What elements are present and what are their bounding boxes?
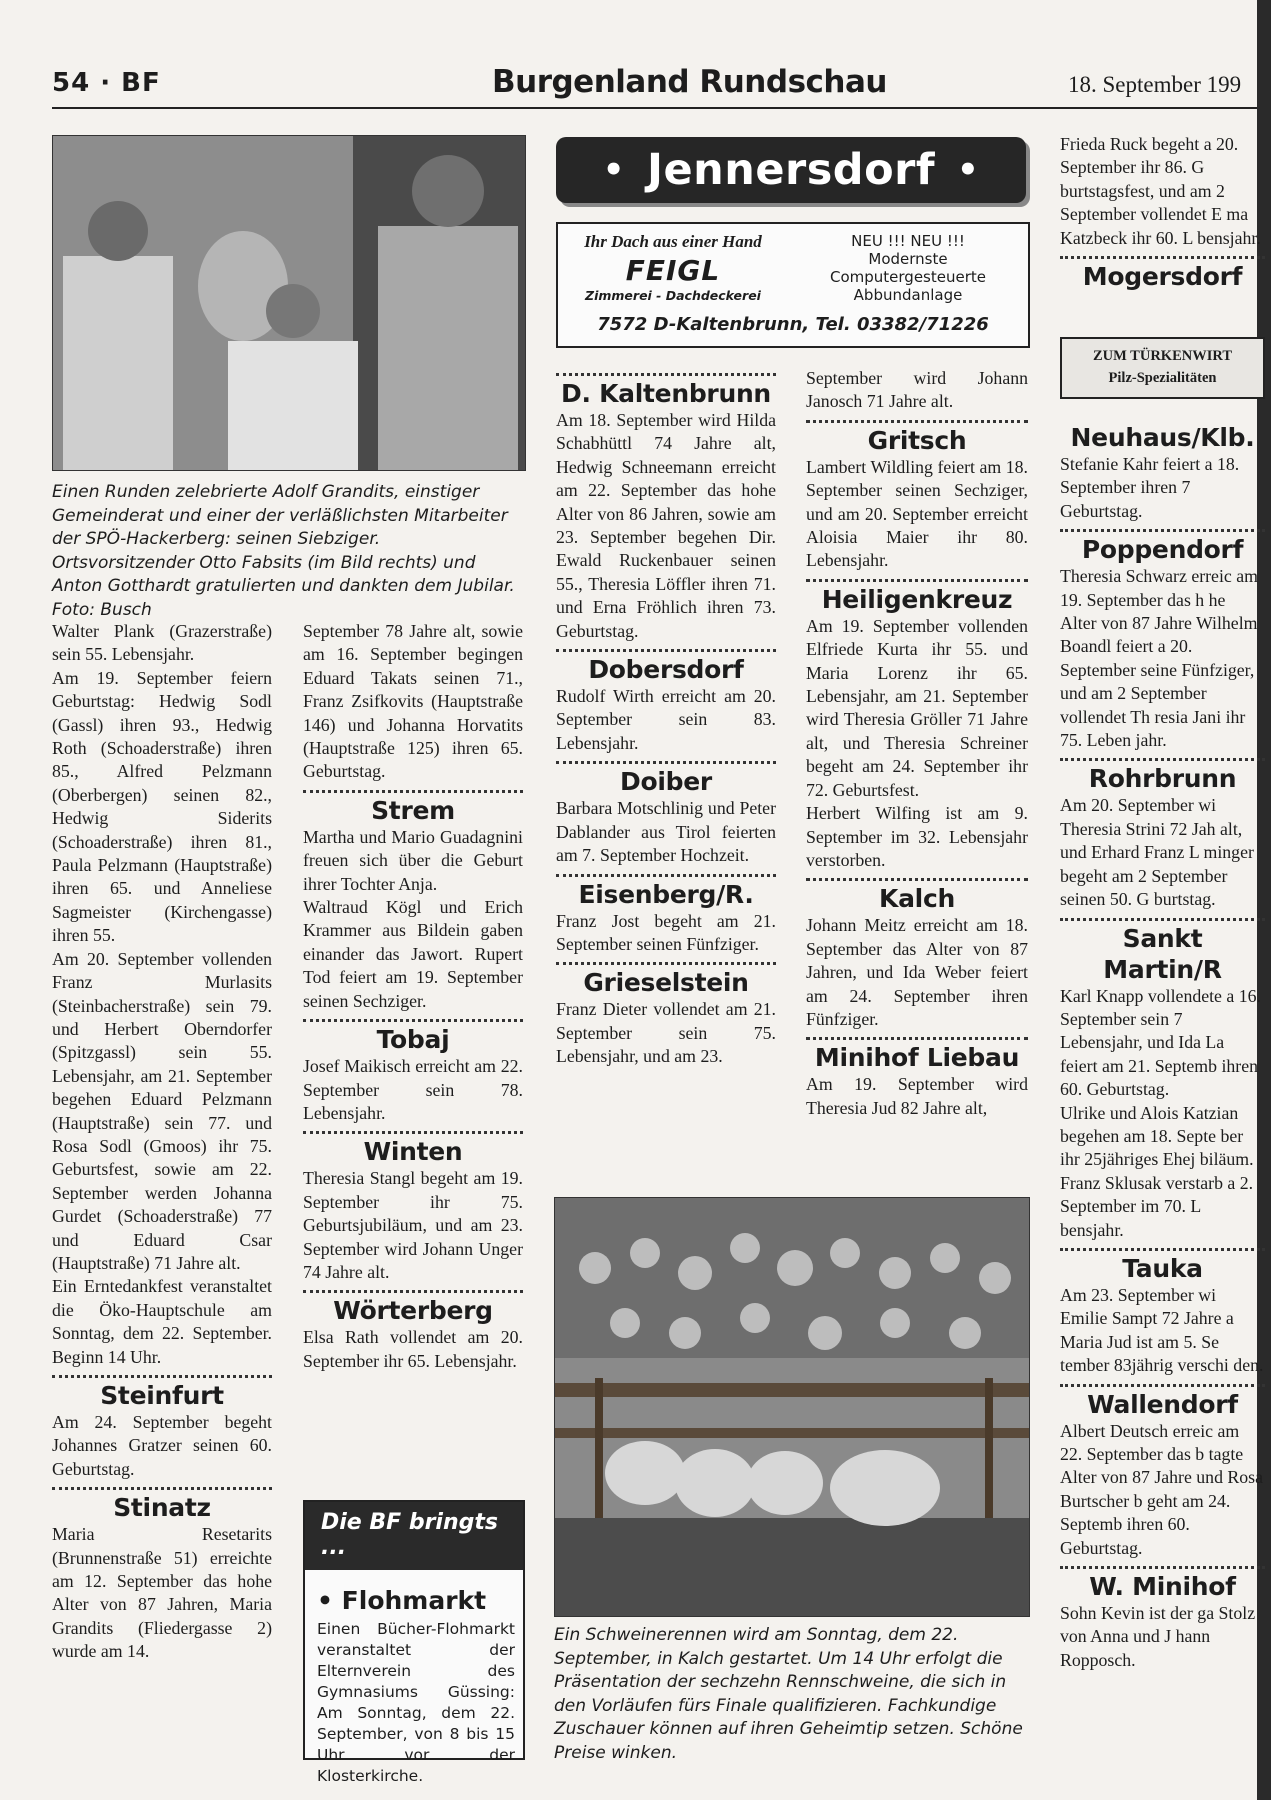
bf-bringts-box (303, 1500, 525, 1785)
ad-info-line: Modernste (868, 250, 948, 268)
photo-jubilee-image (53, 136, 525, 470)
article-paragraph: Am 24. September begeht Johannes Gratzer seinen 60. Geburtstag. (52, 1412, 272, 1479)
heading-heiligenkreuz: Heiligenkreuz (806, 579, 1028, 615)
heading-sankt-martin: Sankt Martin/R (1060, 918, 1265, 985)
heading-tobaj: Tobaj (303, 1019, 523, 1055)
article-paragraph: Herbert Wilfing ist am 9. September im 32. Lebensjahr verstorben. (806, 803, 1028, 870)
feigl-advertisement (556, 222, 1030, 348)
article-paragraph: Karl Knapp vollendete a 16. September sein 7 Lebensjahr, und Ida La feiert am 21. Septemb ihren 60. Geburtstag. (1060, 985, 1261, 1100)
article-paragraph: Walter Plank (Grazerstraße) sein 55. Lebensjahr. (52, 621, 272, 665)
banner-dot-right: • (957, 150, 980, 190)
ad-info-line: NEU !!! NEU !!! (851, 232, 965, 250)
bf-box-text: Einen Bücher-Flohmarkt veranstaltet der Elternverein des Gymnasiums Güssing: Am Sonntag, dem 22. September, von 8 bis 15 Uhr vor der Klosterkirche. (317, 1620, 515, 1785)
article-paragraph: Lambert Wildling feiert am 18. September seinen Sechziger, und am 20. September erreicht Aloisia Maier ihr 80. Lebensjahr. (806, 456, 1028, 571)
heading-tauka: Tauka (1060, 1248, 1265, 1284)
heading-neuhaus: Neuhaus/Klb. (1070, 423, 1255, 452)
heading-worterberg: Wörterberg (303, 1290, 523, 1326)
article-paragraph: Rudolf Wirth erreicht am 20. September sein 83. Lebensjahr. (556, 686, 776, 753)
ad-info-line: Computergesteuerte (830, 268, 986, 286)
heading-stinatz: Stinatz (52, 1487, 272, 1523)
heading-grieselstein: Grieselstein (556, 962, 776, 998)
bf-box-title: • Flohmarkt (317, 1586, 487, 1615)
column-3 (556, 367, 776, 1187)
tuerkenwirt-ad-name: ZUM TÜRKENWIRT (1092, 348, 1232, 364)
article-paragraph: Barbara Motschlinig und Peter Dablander aus Tirol feierten am 7. September Hochzeit. (556, 798, 776, 866)
tuerkenwirt-ad-tagline: Pilz-Spezialitäten (1108, 370, 1217, 386)
column-4 (806, 367, 1028, 1187)
article-paragraph: Am 20. September wi Theresia Strini 72 Jah alt, und Erhard Franz L minger begeht am 2 September seinen 50. G burtstag. (1060, 795, 1254, 910)
article-paragraph: Josef Maikisch erreicht am 22. September sein 78. Lebensjahr. (303, 1056, 523, 1123)
tuerkenwirt-advertisement (1060, 337, 1265, 399)
heading-poppendorf: Poppendorf (1060, 529, 1265, 565)
heading-wallendorf: Wallendorf (1060, 1384, 1265, 1420)
header-rule (52, 107, 1257, 109)
article-paragraph: Am 19. September feiern Geburtstag: Hedwig Sodl (Gassl) ihren 93., Hedwig Roth (Schoaderstraße) ihren 85., Alfred Pelzmann (Oberbergen) seinen 82., Hedwig Siderits (Schoaderstraße) ihren 81., Paula Pelzmann (Hauptstraße) ihren 65. und Anneliese Sagmeister (Kirchengasse) ihren 55. (52, 667, 272, 946)
section-banner (556, 137, 1026, 203)
heading-strem: Strem (303, 790, 523, 826)
heading-rohrbrunn: Rohrbrunn (1060, 758, 1265, 794)
heading-kaltenbrunn: D. Kaltenbrunn (556, 373, 776, 409)
article-paragraph: Theresia Stangl begeht am 19. September ihr 75. Geburtsjubiläum, und am 23. September wird Johann Unger 74 Jahre alt. (303, 1168, 523, 1282)
photo-jubilee (52, 135, 526, 471)
article-paragraph: Am 19. September wird Theresia Jud 82 Jahre alt, (806, 1074, 1028, 1118)
article-paragraph: Ulrike und Alois Katzian begehen am 18. Septe ber ihr 25jähriges Ehej biläum. (1060, 1102, 1254, 1170)
heading-dobersdorf: Dobersdorf (556, 649, 776, 685)
article-paragraph: Am 23. September wi Emilie Sampt 72 Jahre a Maria Jud ist am 5. Se tember 83jährig verschi den. (1060, 1284, 1264, 1376)
photo-pig-race-image (555, 1198, 1029, 1616)
article-paragraph: Am 19. September vollenden Elfriede Kurta ihr 55. und Maria Lorenz ihr 65. Lebensjahr, am 21. September wird Theresia Gröller 71 Jahre alt, und Theresia Schreiner begeht am 24. September ihr 72. Geburtsfest. (806, 615, 1028, 800)
article-paragraph: Sohn Kevin ist der ga Stolz von Anna und J hann Ropposch. (1060, 1603, 1256, 1670)
article-paragraph: Franz Sklusak verstarb a 2. September im 70. L bensjahr. (1060, 1172, 1254, 1240)
heading-doiber: Doiber (556, 761, 776, 797)
heading-winten: Winten (303, 1131, 523, 1167)
article-paragraph: September 78 Jahre alt, sowie am 16. September begingen Eduard Takats seinen 71., Franz Zsifkovits (Hauptstraße 146) und Johanna Horvatits (Hauptstraße 125) ihren 65. Geburtstag. (303, 621, 523, 782)
article-paragraph: Ein Erntedankfest veranstaltet die Öko-Hauptschule am Sonntag, dem 22. September. Beginn 14 Uhr. (52, 1276, 272, 1367)
banner-dot-left: • (602, 150, 625, 190)
article-paragraph: Frieda Ruck begeht a 20. September ihr 86. G burtstagsfest, und am 2 September vollendet E ma Katzbeck ihr 60. L bensjahr. (1060, 134, 1261, 248)
ad-subtitle: Zimmerei - Dachdeckerei (585, 288, 761, 303)
article-paragraph: September wird Johann Janosch 71 Jahre alt. (806, 368, 1028, 412)
column-2 (303, 620, 523, 1490)
heading-minihof-liebau: Minihof Liebau (806, 1037, 1028, 1073)
heading-kalch: Kalch (806, 878, 1028, 914)
column-5-continued (1060, 418, 1265, 1778)
ad-slogan: Ihr Dach aus einer Hand (584, 232, 762, 251)
article-paragraph: Albert Deutsch erreic am 22. September das b tagte Alter von 87 Jahre und Rosa Burtscher b geht am 24. Septemb ihren 60. Geburtstag. (1060, 1420, 1263, 1558)
bf-box-header: Die BF bringts ... (305, 1502, 523, 1570)
page-label: 54 · BF (52, 68, 161, 98)
ad-brand: FEIGL (625, 254, 721, 287)
article-paragraph: Theresia Schwarz erreic am 19. September das h he Alter von 87 Jahre Wilhelm Boandl feiert a 20. September seine Fünfziger, und am 2 September vollendet Th resia Jani ihr 75. Leben jahr. (1060, 566, 1258, 751)
banner-title: Jennersdorf (646, 145, 936, 195)
heading-mogersdorf: Mogersdorf (1060, 256, 1265, 292)
issue-date: 18. September 199 (1068, 72, 1242, 97)
article-paragraph: Johann Meitz erreicht am 18. September das Alter von 87 Jahren, und Ida Weber feiert am 24. September ihren Fünfziger. (806, 915, 1028, 1029)
article-paragraph: Elsa Rath vollendet am 20. September ihr 65. Lebensjahr. (303, 1327, 523, 1371)
article-paragraph: Am 20. September vollenden Franz Murlasits (Steinbacherstraße) sein 79. und Herbert Oberndorfer (Spitzgassl) sein 55. Lebensjahr, am 21. September begehen Eduard Pelzmann (Hauptstraße) sein 77. und Rosa Sodl (Gmoos) ihr 75. Geburtsfest, sowie am 22. September werden Johanna Gurdet (Schoaderstraße) 77 und Eduard Csar (Hauptstraße) 71 Jahre alt. (52, 948, 272, 1273)
photo-jubilee-caption: Einen Runden zelebrierte Adolf Grandits, einstiger Gemeinderat und einer der verläßlichsten Mitarbeiter der SPÖ-Hackerberg: seinen Siebziger. Ortsvorsitzender Otto Fabsits (im Bild rechts) und Anton Gotthardt gratulierten und dankten dem Jubilar. Foto: Busch (52, 482, 515, 620)
heading-steinfurt: Steinfurt (52, 1375, 272, 1411)
heading-eisenberg: Eisenberg/R. (556, 874, 776, 910)
article-paragraph: Franz Dieter vollendet am 21. September sein 75. Lebensjahr, und am 23. (556, 999, 776, 1067)
photo-pig-race (554, 1197, 1030, 1617)
article-paragraph: Maria Resetarits (Brunnenstraße 51) erreichte am 12. September das hohe Alter von 87 Jahren, Maria Grandits (Fliedergasse 2) wurde am 14. (52, 1524, 272, 1662)
ad-info-line: Abbundanlage (853, 286, 963, 304)
column-1 (52, 620, 272, 1770)
ad-address: 7572 D-Kaltenbrunn, Tel. 03382/71226 (597, 314, 989, 335)
heading-w-minihof: W. Minihof (1060, 1566, 1265, 1602)
article-paragraph: Waltraud Kögl und Erich Krammer aus Bildein gaben einander das Jawort. Rupert Tod feiert am 19. September seinen Sechziger. (303, 897, 523, 1011)
article-paragraph: Stefanie Kahr feiert a 18. September ihren 7 Geburtstag. (1060, 454, 1240, 521)
article-paragraph: Am 18. September wird Hilda Schabhüttl 74 Jahre alt, Hedwig Schneemann erreicht am 22. September das hohe Alter von 86 Jahren, sowie am 23. September begehen Dir. Ewald Ruckenbauer seinen 55., Theresia Löffler ihren 71. und Erna Fröhlich ihren 73. Geburtstag. (556, 410, 776, 641)
ad-info (798, 232, 1018, 304)
paper-title: Burgenland Rundschau (492, 64, 887, 100)
article-paragraph: Martha und Mario Guadagnini freuen sich über die Geburt ihrer Tochter Anja. (303, 826, 523, 894)
heading-gritsch: Gritsch (806, 420, 1028, 456)
article-paragraph: Franz Jost begeht am 21. September seinen Fünfziger. (556, 910, 776, 954)
photo-pig-race-caption: Ein Schweinerennen wird am Sonntag, dem 22. September, in Kalch gestartet. Um 14 Uhr erfolgt die Präsentation der sechzehn Rennschweine, die sich in den Vorläufen fürs Finale qualifizieren. Fachkundige Zuschauer können auf ihren Geheimtip setzen. Schöne Preise winken. (554, 1625, 1023, 1763)
